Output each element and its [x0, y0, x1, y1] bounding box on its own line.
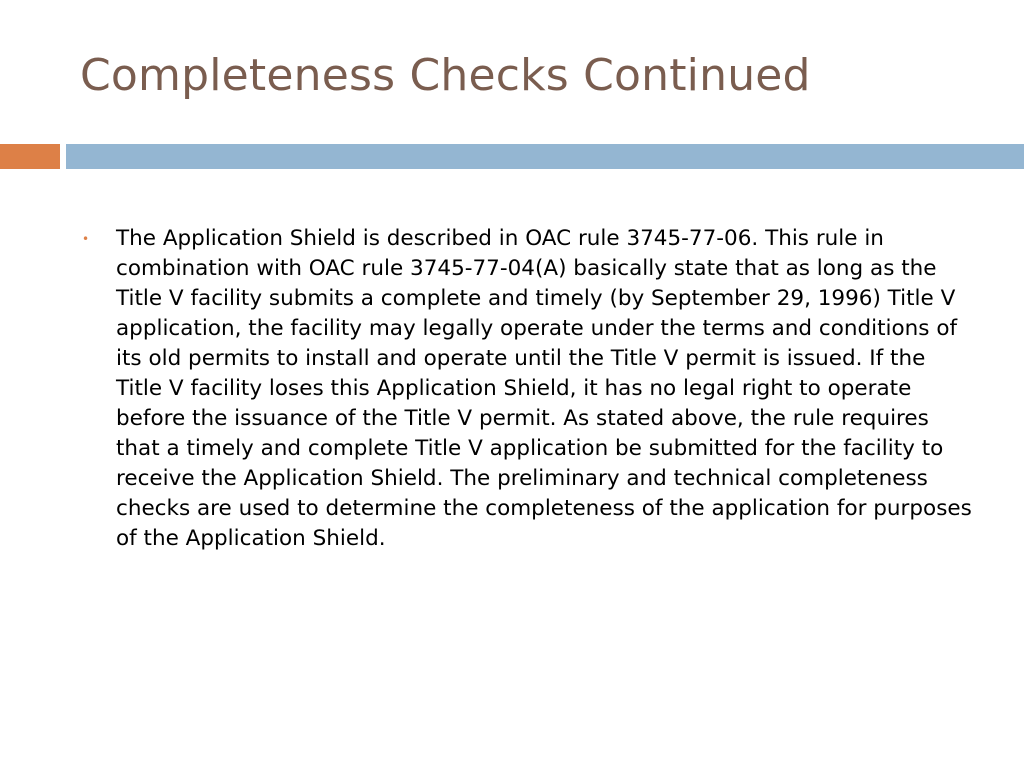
bullet-text: The Application Shield is described in OAC rule 3745-77-06. This rule in combination with OAC rule 3745-77-04(A) basically state that as long as the Title V facility submits a complete and timely (by September 29, 1996) Title V application, the facility may legally operate under the terms and conditions of its old permits to install and operate until the Title V permit is issued. If the Title V facility loses this Application Shield, it has no legal right to operate before the issuance of the Title V permit. As stated above, the rule requires that a timely and complete Title V application be submitted for the facility to receive the Application Shield. The preliminary and technical completeness checks are used to determine the completeness of the application for purposes of the Application Shield.: [116, 226, 972, 551]
bullet-item: [78, 224, 978, 554]
accent-bar-orange: [0, 144, 60, 169]
bullet-marker: •: [82, 232, 90, 246]
accent-bar-blue: [66, 144, 1024, 169]
slide-title: Completeness Checks Continued: [80, 50, 811, 101]
slide-content: [78, 224, 978, 554]
